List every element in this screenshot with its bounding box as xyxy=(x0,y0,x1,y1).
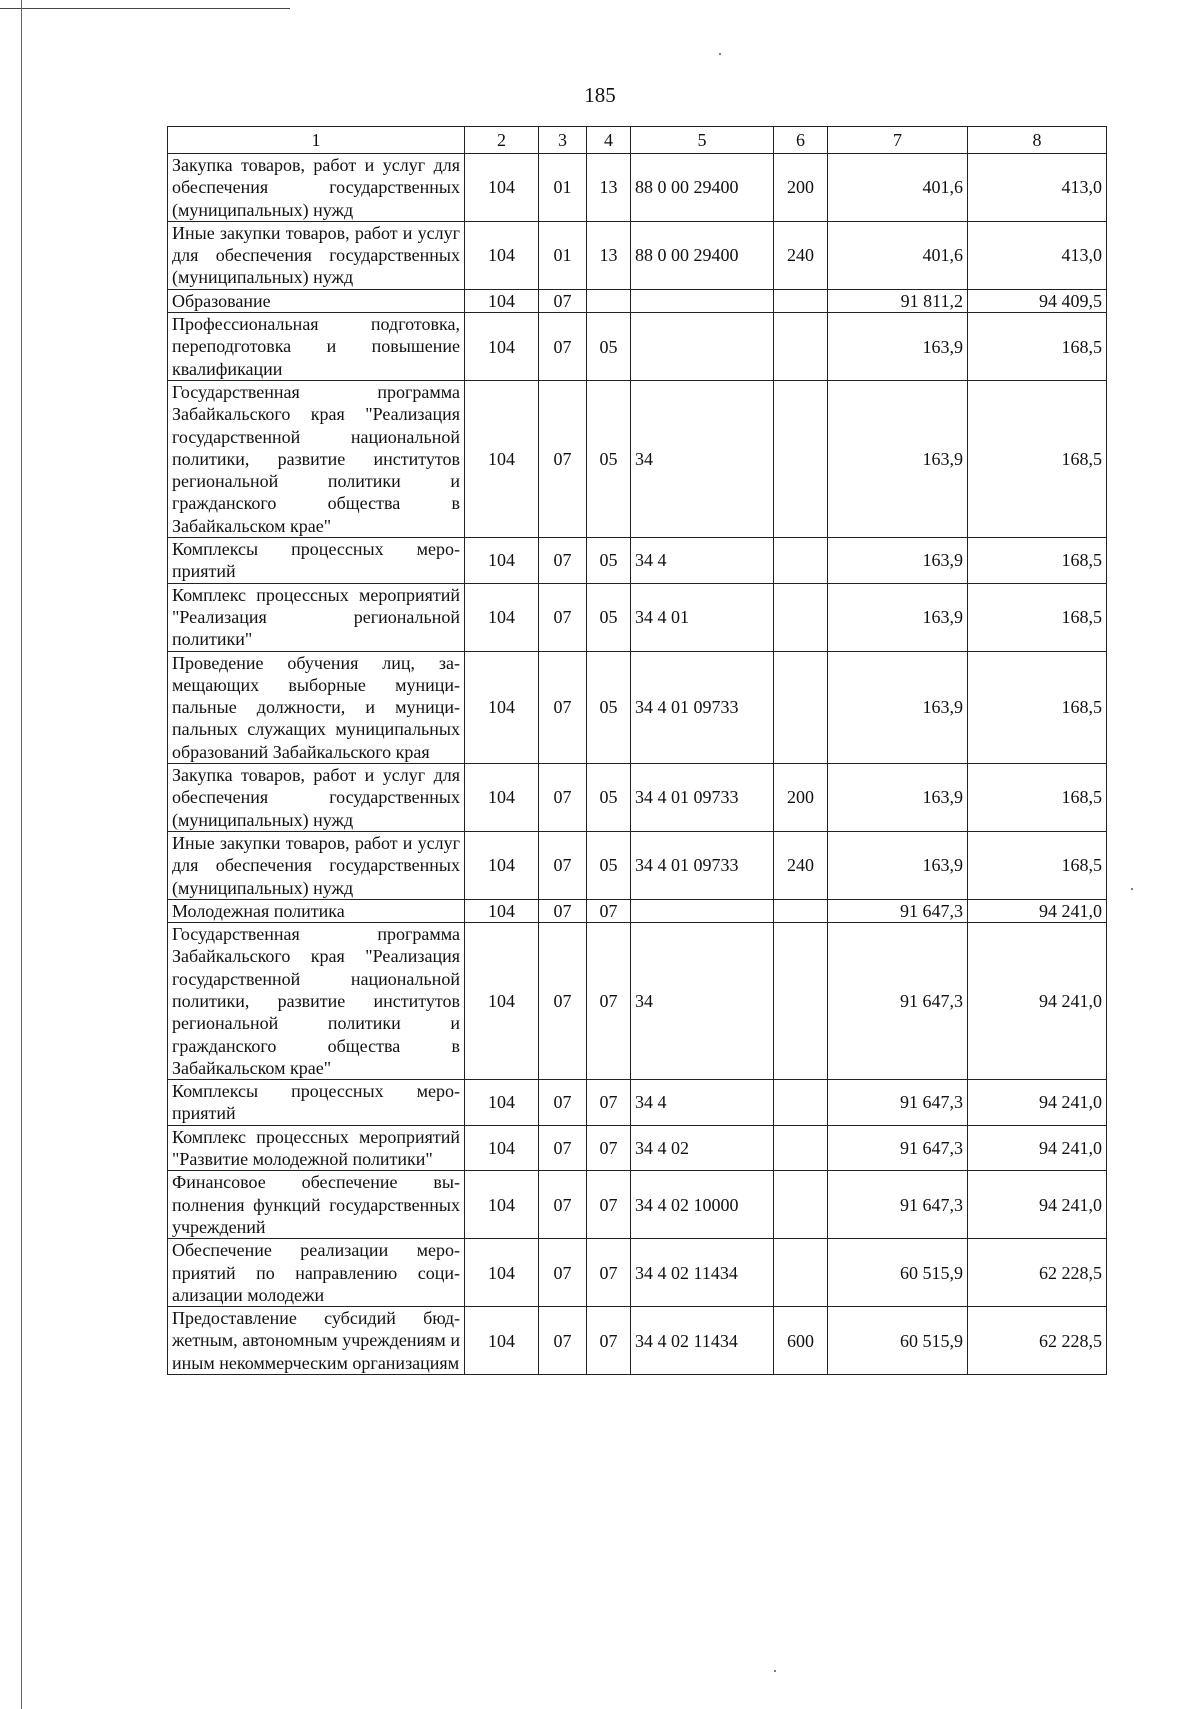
cell-col7: 60 515,9 xyxy=(828,1307,968,1375)
row-name: Закупка товаров, работ и услуг для обеспечения государственных (муниципальных) нужд xyxy=(168,764,465,832)
cell-col8: 168,5 xyxy=(968,380,1107,537)
cell-col8: 168,5 xyxy=(968,313,1107,381)
row-name: Иные закупки товаров, работ и услуг для обеспечения государственных (муниципальных) нужд xyxy=(168,221,465,289)
cell-col7: 91 647,3 xyxy=(828,1080,968,1126)
cell-col3: 07 xyxy=(539,289,587,312)
cell-col8: 413,0 xyxy=(968,221,1107,289)
cell-col5 xyxy=(631,313,774,381)
cell-col3: 07 xyxy=(539,1307,587,1375)
scan-speck xyxy=(1131,888,1133,890)
cell-col6: 600 xyxy=(774,1307,828,1375)
cell-col8: 94 409,5 xyxy=(968,289,1107,312)
cell-col3: 01 xyxy=(539,154,587,222)
cell-col6 xyxy=(774,313,828,381)
table-row xyxy=(168,1125,1107,1171)
table-row xyxy=(168,764,1107,832)
cell-col7: 91 647,3 xyxy=(828,1171,968,1239)
table-row xyxy=(168,1307,1107,1375)
cell-col5: 34 4 02 11434 xyxy=(631,1307,774,1375)
cell-col2: 104 xyxy=(465,313,539,381)
cell-col8: 168,5 xyxy=(968,538,1107,584)
cell-col7: 163,9 xyxy=(828,313,968,381)
cell-col5: 34 4 02 11434 xyxy=(631,1239,774,1307)
cell-col4: 07 xyxy=(587,1125,631,1171)
cell-col4 xyxy=(587,289,631,312)
table-row xyxy=(168,923,1107,1080)
cell-col5: 34 4 01 09733 xyxy=(631,651,774,763)
column-header: 8 xyxy=(968,127,1107,154)
cell-col7: 163,9 xyxy=(828,583,968,651)
cell-col7: 60 515,9 xyxy=(828,1239,968,1307)
cell-col6 xyxy=(774,1171,828,1239)
cell-col6: 200 xyxy=(774,764,828,832)
cell-col6 xyxy=(774,583,828,651)
cell-col2: 104 xyxy=(465,1171,539,1239)
cell-col2: 104 xyxy=(465,380,539,537)
row-name: Иные закупки товаров, работ и услуг для обеспечения государственных (муниципальных) нужд xyxy=(168,831,465,899)
cell-col6 xyxy=(774,289,828,312)
cell-col8: 168,5 xyxy=(968,583,1107,651)
cell-col2: 104 xyxy=(465,289,539,312)
row-name: Комплексы процессных мероприятий xyxy=(168,1080,465,1126)
cell-col6: 200 xyxy=(774,154,828,222)
cell-col5: 88 0 00 29400 xyxy=(631,221,774,289)
cell-col2: 104 xyxy=(465,651,539,763)
cell-col3: 07 xyxy=(539,1239,587,1307)
cell-col6 xyxy=(774,1239,828,1307)
cell-col4: 07 xyxy=(587,1171,631,1239)
cell-col3: 07 xyxy=(539,538,587,584)
scan-edge-left xyxy=(21,0,22,1709)
cell-col4: 05 xyxy=(587,651,631,763)
scan-speck xyxy=(719,53,721,55)
cell-col4: 05 xyxy=(587,831,631,899)
page-number: 185 xyxy=(584,83,616,107)
table-row xyxy=(168,899,1107,922)
cell-col3: 07 xyxy=(539,923,587,1080)
cell-col7: 91 647,3 xyxy=(828,899,968,922)
budget-table xyxy=(167,126,1107,1375)
cell-col8: 94 241,0 xyxy=(968,923,1107,1080)
cell-col8: 94 241,0 xyxy=(968,1125,1107,1171)
column-header: 2 xyxy=(465,127,539,154)
table-row xyxy=(168,221,1107,289)
cell-col4: 07 xyxy=(587,1239,631,1307)
row-name: Обеспечение реализации мероприятий по направлению социализации молодежи xyxy=(168,1239,465,1307)
cell-col4: 13 xyxy=(587,221,631,289)
cell-col7: 163,9 xyxy=(828,831,968,899)
cell-col2: 104 xyxy=(465,221,539,289)
cell-col4: 07 xyxy=(587,1080,631,1126)
row-name: Молодежная политика xyxy=(168,899,465,922)
cell-col4: 05 xyxy=(587,538,631,584)
cell-col7: 163,9 xyxy=(828,380,968,537)
scan-speck xyxy=(774,1670,776,1672)
cell-col5 xyxy=(631,289,774,312)
table-row xyxy=(168,154,1107,222)
row-name: Закупка товаров, работ и услуг для обеспечения государственных (муниципальных) нужд xyxy=(168,154,465,222)
cell-col5 xyxy=(631,899,774,922)
cell-col5: 88 0 00 29400 xyxy=(631,154,774,222)
column-header: 4 xyxy=(587,127,631,154)
row-name: Профессиональная подготовка, переподготовка и повышение квалификации xyxy=(168,313,465,381)
cell-col4: 05 xyxy=(587,380,631,537)
cell-col6 xyxy=(774,380,828,537)
table-row xyxy=(168,831,1107,899)
table-row xyxy=(168,651,1107,763)
cell-col4: 05 xyxy=(587,764,631,832)
cell-col2: 104 xyxy=(465,831,539,899)
cell-col2: 104 xyxy=(465,154,539,222)
cell-col8: 413,0 xyxy=(968,154,1107,222)
cell-col3: 07 xyxy=(539,583,587,651)
row-name: Образование xyxy=(168,289,465,312)
cell-col5: 34 4 02 10000 xyxy=(631,1171,774,1239)
cell-col6: 240 xyxy=(774,221,828,289)
table-row xyxy=(168,289,1107,312)
cell-col8: 62 228,5 xyxy=(968,1307,1107,1375)
cell-col7: 401,6 xyxy=(828,154,968,222)
cell-col6 xyxy=(774,923,828,1080)
cell-col2: 104 xyxy=(465,899,539,922)
row-name: Комплекс процессных мероприятий "Развитие молодежной политики" xyxy=(168,1125,465,1171)
cell-col3: 01 xyxy=(539,221,587,289)
column-header: 5 xyxy=(631,127,774,154)
cell-col6 xyxy=(774,538,828,584)
cell-col5: 34 4 xyxy=(631,1080,774,1126)
column-header: 7 xyxy=(828,127,968,154)
cell-col7: 163,9 xyxy=(828,764,968,832)
cell-col3: 07 xyxy=(539,380,587,537)
cell-col6 xyxy=(774,899,828,922)
cell-col3: 07 xyxy=(539,651,587,763)
cell-col2: 104 xyxy=(465,1125,539,1171)
cell-col8: 168,5 xyxy=(968,651,1107,763)
cell-col4: 05 xyxy=(587,583,631,651)
cell-col8: 62 228,5 xyxy=(968,1239,1107,1307)
cell-col3: 07 xyxy=(539,1171,587,1239)
cell-col6 xyxy=(774,651,828,763)
table-row xyxy=(168,313,1107,381)
cell-col6 xyxy=(774,1125,828,1171)
table-row xyxy=(168,1239,1107,1307)
cell-col4: 05 xyxy=(587,313,631,381)
cell-col2: 104 xyxy=(465,1239,539,1307)
cell-col5: 34 4 01 xyxy=(631,583,774,651)
cell-col4: 07 xyxy=(587,923,631,1080)
cell-col6 xyxy=(774,1080,828,1126)
cell-col3: 07 xyxy=(539,831,587,899)
cell-col2: 104 xyxy=(465,764,539,832)
cell-col7: 91 811,2 xyxy=(828,289,968,312)
cell-col5: 34 4 01 09733 xyxy=(631,764,774,832)
cell-col3: 07 xyxy=(539,764,587,832)
cell-col5: 34 xyxy=(631,923,774,1080)
cell-col7: 401,6 xyxy=(828,221,968,289)
table-header-row xyxy=(168,127,1107,154)
cell-col5: 34 4 02 xyxy=(631,1125,774,1171)
cell-col2: 104 xyxy=(465,538,539,584)
cell-col2: 104 xyxy=(465,1307,539,1375)
cell-col5: 34 4 xyxy=(631,538,774,584)
cell-col3: 07 xyxy=(539,1125,587,1171)
cell-col4: 07 xyxy=(587,1307,631,1375)
cell-col8: 94 241,0 xyxy=(968,899,1107,922)
cell-col5: 34 xyxy=(631,380,774,537)
cell-col8: 94 241,0 xyxy=(968,1080,1107,1126)
cell-col4: 13 xyxy=(587,154,631,222)
cell-col8: 94 241,0 xyxy=(968,1171,1107,1239)
cell-col2: 104 xyxy=(465,583,539,651)
cell-col3: 07 xyxy=(539,1080,587,1126)
row-name: Предоставление субсидий бюджетным, автономным учреждениям и иным некоммерческим организациям xyxy=(168,1307,465,1375)
cell-col7: 91 647,3 xyxy=(828,1125,968,1171)
cell-col3: 07 xyxy=(539,313,587,381)
cell-col4: 07 xyxy=(587,899,631,922)
row-name: Финансовое обеспечение выполнения функций государственных учреждений xyxy=(168,1171,465,1239)
cell-col8: 168,5 xyxy=(968,831,1107,899)
table-row xyxy=(168,1080,1107,1126)
row-name: Государственная программа Забайкальского края "Реализация государственной национальной политики, развитие институтов региональной политики и гражданского общества в Забайкальском крае" xyxy=(168,923,465,1080)
cell-col7: 163,9 xyxy=(828,538,968,584)
cell-col8: 168,5 xyxy=(968,764,1107,832)
table-row xyxy=(168,538,1107,584)
cell-col7: 91 647,3 xyxy=(828,923,968,1080)
cell-col2: 104 xyxy=(465,923,539,1080)
column-header: 3 xyxy=(539,127,587,154)
cell-col7: 163,9 xyxy=(828,651,968,763)
cell-col5: 34 4 01 09733 xyxy=(631,831,774,899)
row-name: Проведение обучения лиц, замещающих выборные муниципальные должности, и муниципальных служащих муниципальных образований Забайкальского края xyxy=(168,651,465,763)
column-header: 1 xyxy=(168,127,465,154)
row-name: Комплекс процессных мероприятий "Реализация региональной политики" xyxy=(168,583,465,651)
cell-col3: 07 xyxy=(539,899,587,922)
row-name: Государственная программа Забайкальского края "Реализация государственной национальной политики, развитие институтов региональной политики и гражданского общества в Забайкальском крае" xyxy=(168,380,465,537)
table-row xyxy=(168,1171,1107,1239)
table-row xyxy=(168,583,1107,651)
cell-col6: 240 xyxy=(774,831,828,899)
row-name: Комплексы процессных мероприятий xyxy=(168,538,465,584)
column-header: 6 xyxy=(774,127,828,154)
scan-edge-top xyxy=(0,8,290,9)
table-row xyxy=(168,380,1107,537)
cell-col2: 104 xyxy=(465,1080,539,1126)
